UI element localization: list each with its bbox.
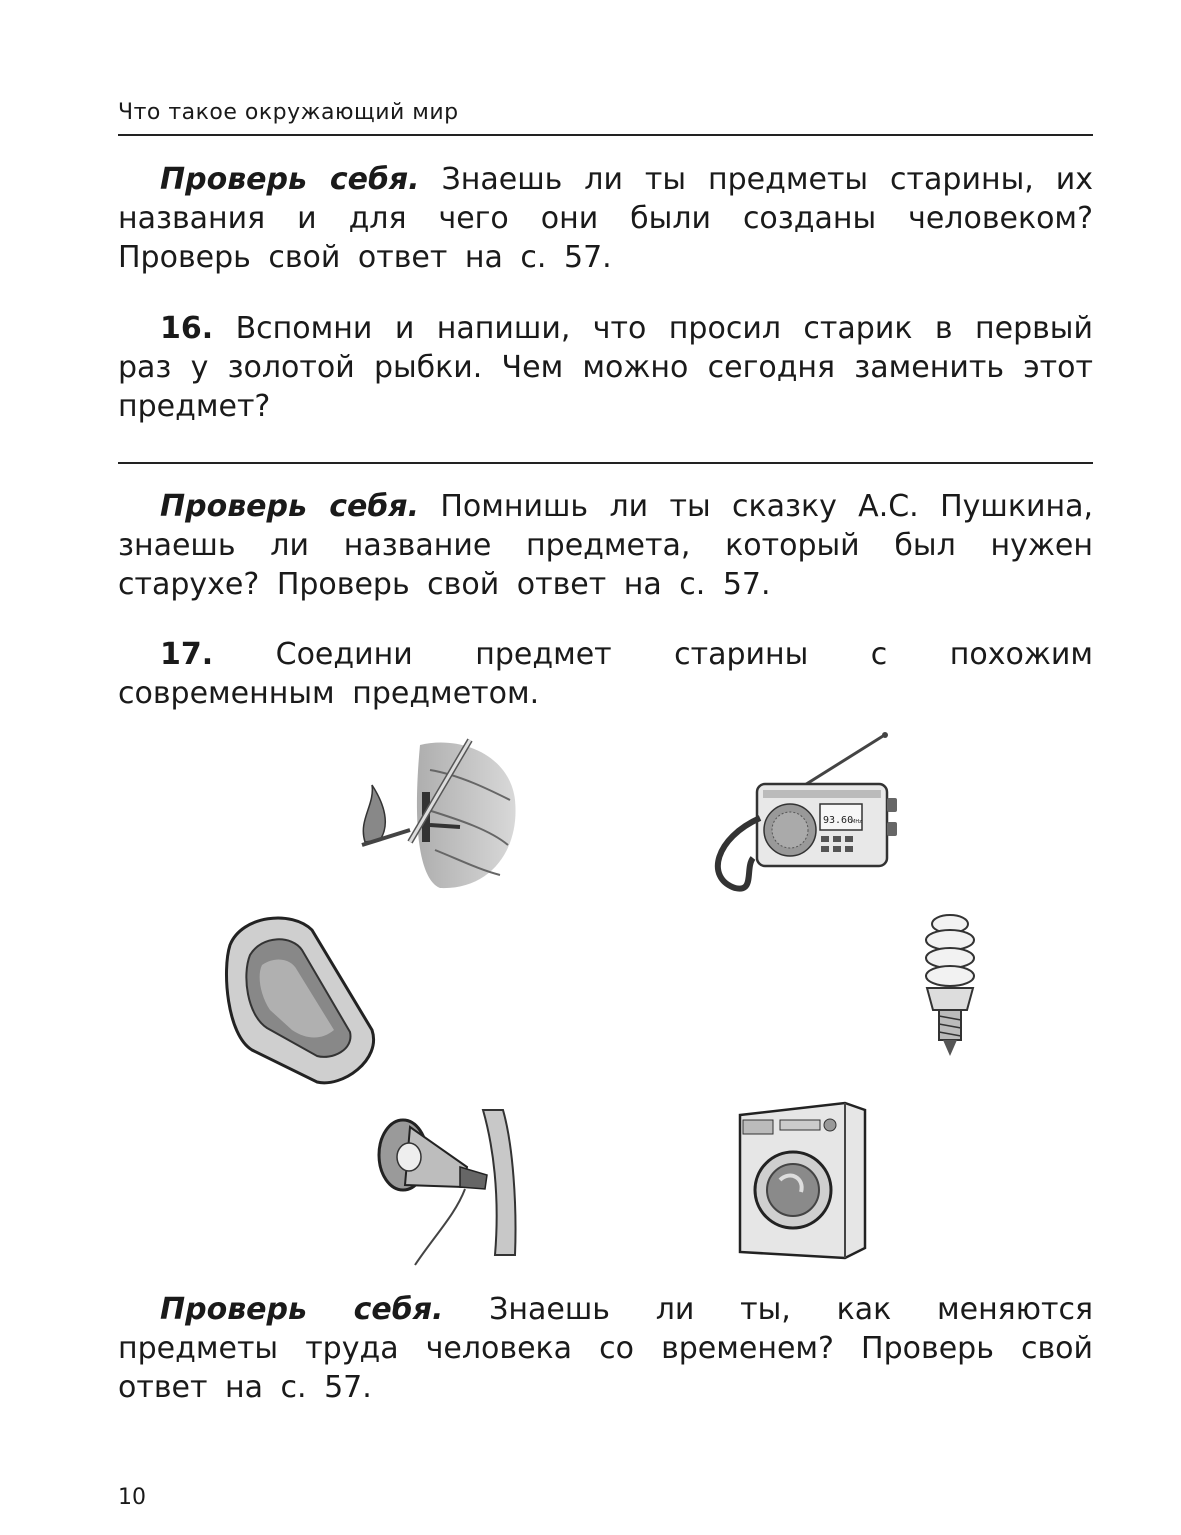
task-16	[118, 309, 1093, 426]
radio-illustration[interactable]	[705, 728, 905, 896]
task-text: Вспомни и напиши, что просил старик в первый раз у золотой рыбки. Чем можно сегодня заменить этот предмет?	[118, 311, 1093, 424]
header-rule	[118, 134, 1093, 136]
task-number: 17.	[160, 637, 214, 672]
task-17	[118, 635, 1093, 713]
check-yourself-label: Проверь себя.	[160, 1292, 444, 1327]
loudspeaker-illustration[interactable]	[375, 1105, 525, 1270]
task-number: 16.	[160, 311, 214, 346]
lightbulb-illustration[interactable]	[915, 910, 985, 1060]
washing-machine-illustration[interactable]	[735, 1100, 870, 1260]
check-yourself-text: Помнишь ли ты сказку А.С. Пушкина, знаешь ли название предмета, который был нужен старухе? Проверь свой ответ на с. 57.	[118, 489, 1093, 602]
radio-frequency: 93.60	[823, 815, 854, 826]
page-number: 10	[118, 1485, 146, 1510]
task-text: Соедини предмет старины с похожим современным предметом.	[118, 637, 1093, 711]
running-title: Что такое окружающий мир	[118, 100, 459, 125]
check-yourself-text: Знаешь ли ты, как меняются предметы труда человека со временем? Проверь свой ответ на с. 57.	[118, 1292, 1093, 1405]
check-yourself-3	[118, 1290, 1093, 1407]
trough-illustration[interactable]	[222, 910, 382, 1090]
answer-line[interactable]	[118, 462, 1093, 464]
torch-holder-illustration[interactable]	[350, 730, 525, 895]
check-yourself-label: Проверь себя.	[160, 489, 419, 524]
check-yourself-text: Знаешь ли ты предметы старины, их названия и для чего они были созданы человеком? Проверь свой ответ на с. 57.	[118, 162, 1093, 275]
check-yourself-label: Проверь себя.	[160, 162, 420, 197]
check-yourself-1	[118, 160, 1093, 277]
check-yourself-2	[118, 487, 1093, 604]
radio-unit: MHz	[851, 819, 862, 825]
